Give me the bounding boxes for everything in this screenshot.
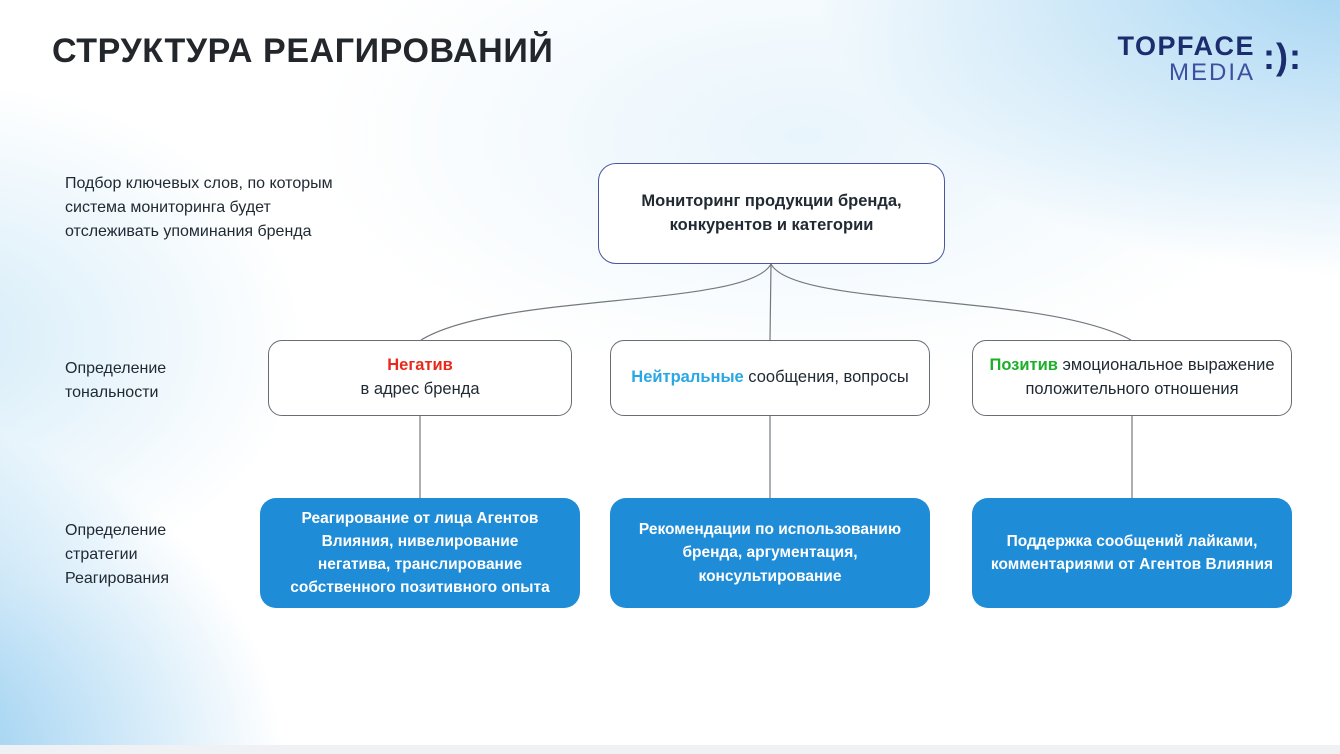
tone-positive-highlight: Позитив <box>989 356 1058 375</box>
tone-node-positive-label <box>989 354 1275 402</box>
strategy-node-neutral <box>610 498 930 608</box>
row-label-strategy: Определение стратегии Реагирования <box>65 522 169 587</box>
logo-wordmark <box>1118 33 1256 85</box>
strategy-node-negative <box>260 498 580 608</box>
row-label-keywords: Подбор ключевых слов, по которым система мониторинга будет отслеживать упоминания бренда <box>65 175 333 240</box>
connector-root-to-left <box>421 264 771 340</box>
logo-line-topface: TOPFACE <box>1117 31 1256 61</box>
page-title: СТРУКТУРА РЕАГИРОВАНИЙ <box>52 32 554 70</box>
tone-negative-rest: в адрес бренда <box>360 380 480 398</box>
topface-media-logo <box>1118 33 1303 85</box>
connector-root-to-middle <box>770 264 771 340</box>
smiley-mark-icon: :): <box>1263 36 1302 78</box>
strategy-node-neutral-label: Рекомендации по использованию бренда, аргументация, консультирование <box>638 521 902 585</box>
strategy-node-positive <box>972 498 1292 608</box>
tone-node-negative-label <box>360 354 479 402</box>
tone-node-neutral-label <box>631 366 908 390</box>
tone-node-neutral <box>610 340 930 416</box>
row-label-tonality: Определение тональности <box>65 360 167 401</box>
tone-node-negative <box>268 340 572 416</box>
logo-line-media: MEDIA <box>1169 59 1256 86</box>
footer-strip <box>0 745 1340 754</box>
root-node-label: Мониторинг продукции бренда, конкурентов и категории <box>641 191 902 234</box>
tone-positive-rest: эмоциональное выражение положительного отношения <box>1025 356 1275 398</box>
strategy-node-negative-label: Реагирование от лица Агентов Влияния, нивелирование негатива, транслирование собственного позитивного опыта <box>290 509 550 597</box>
tone-neutral-rest: сообщения, вопросы <box>743 368 909 387</box>
strategy-node-positive-label: Поддержка сообщений лайками, комментариями от Агентов Влияния <box>990 532 1274 573</box>
root-node-monitoring <box>598 163 945 264</box>
tone-negative-highlight: Негатив <box>387 356 453 375</box>
tone-node-positive <box>972 340 1292 416</box>
connector-root-to-right <box>771 264 1131 340</box>
tone-neutral-highlight: Нейтральные <box>631 368 744 387</box>
